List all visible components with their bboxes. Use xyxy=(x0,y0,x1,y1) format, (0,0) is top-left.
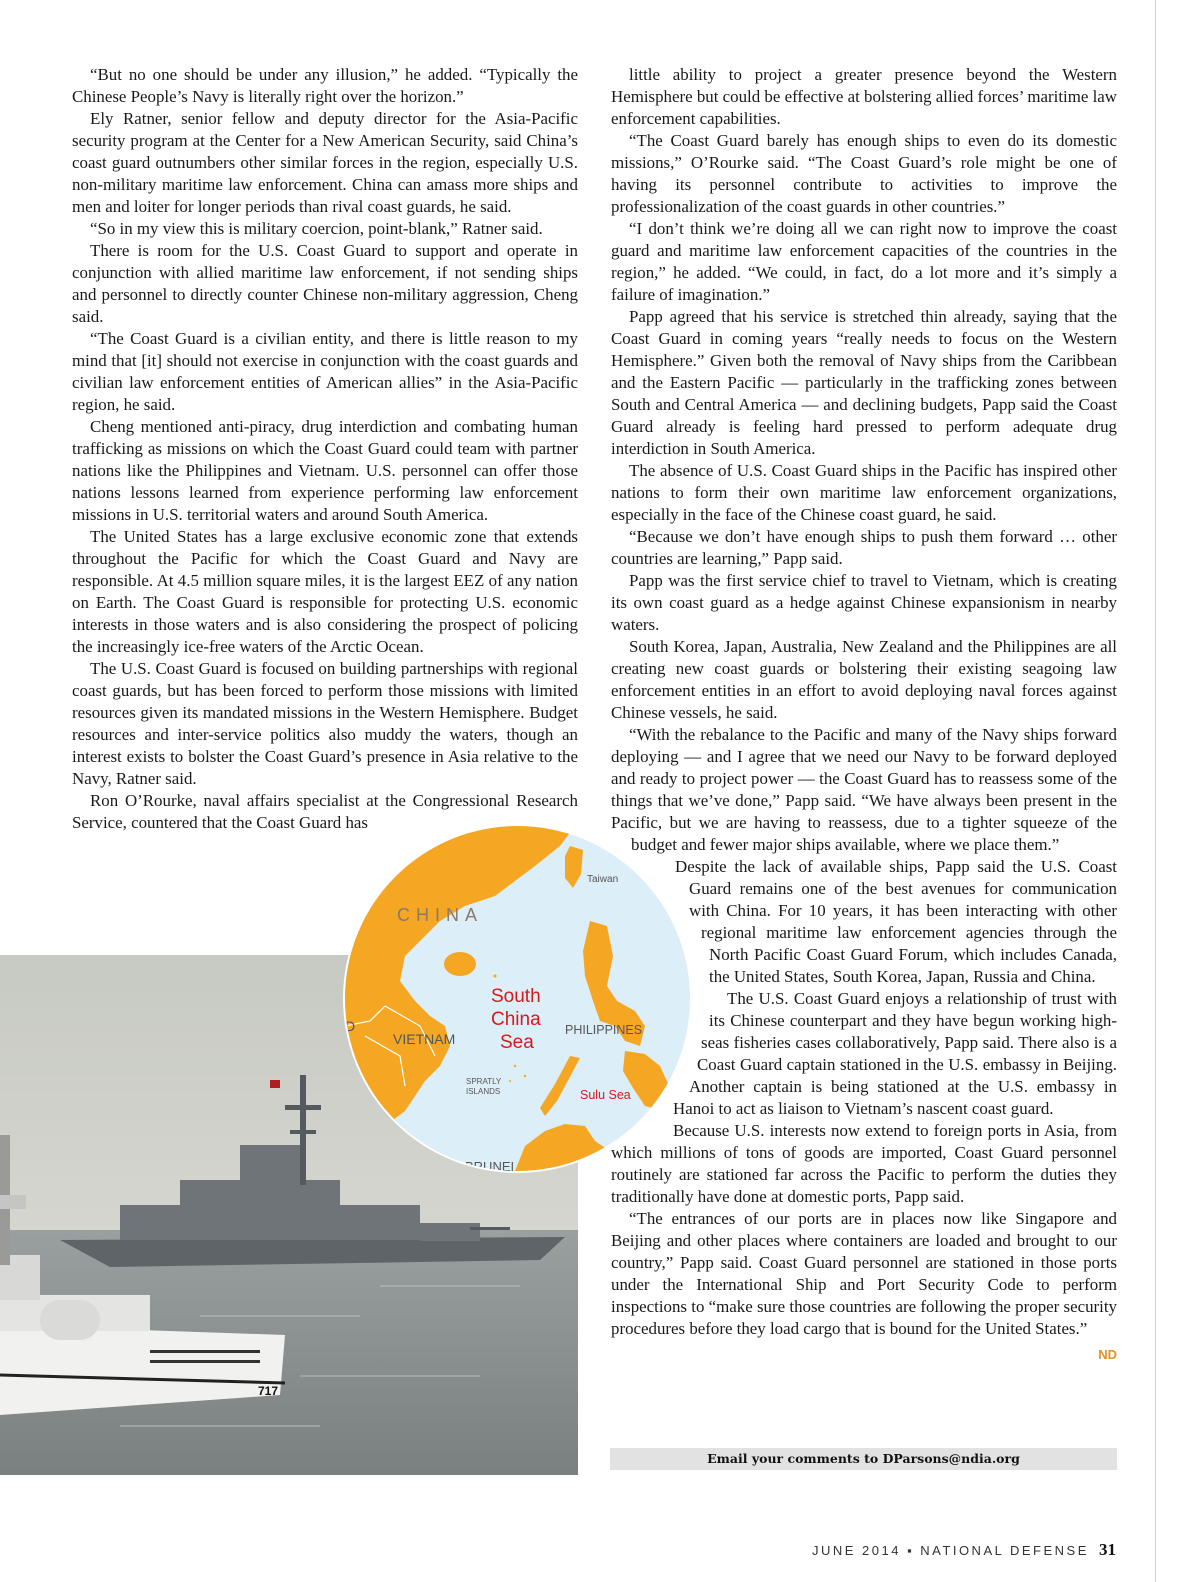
paragraph: “Because we don’t have enough ships to push them forward … other countries are learning,” Papp said. xyxy=(611,527,1117,568)
article-right-column xyxy=(611,64,1117,1366)
label-brunei: BRUNEI xyxy=(465,1159,515,1171)
paragraph: “The Coast Guard barely has enough ships to even do its domestic missions,” O’Rourke said. “The Coast Guard’s role might be one of having its personnel contribute to activities to improve the professionalization of the coast guards in other countries.” xyxy=(611,131,1117,216)
label-china-sea: China xyxy=(491,1009,541,1030)
map-graphic xyxy=(345,826,690,1171)
paragraph: “I don’t think we’re doing all we can right now to improve the coast guard and maritime law enforcement capacities of the countries in the region,” he added. “We could, in fact, do a lot more and it’s simply a failure of imagination.” xyxy=(611,219,1117,304)
label-china: CHINA xyxy=(397,905,484,925)
end-mark: ND xyxy=(1098,1347,1117,1362)
paragraph: Cheng mentioned anti-piracy, drug interdiction and combating human trafficking as missions on which the Coast Guard could team with partner nations like the Philippines and Vietnam. U.S. personnel can offer those nations lessons learned from experience performing law enforcement missions in U.S. territorial waters and around South America. xyxy=(72,417,578,524)
paragraph-text: “The entrances of our ports are in places now like Singapore and Beijing and other places where containers are loaded and brought to our country,” Papp said. Coast Guard personnel are stationed in those ports under the International Ship and Port Security Code to perform inspections to “make sure those countries are following the proper security procedures before they load cargo that is bound for the United States.” xyxy=(611,1209,1117,1338)
paragraph: Papp was the first service chief to travel to Vietnam, which is creating its own coast guard as a hedge against Chinese expansionism in nearby waters. xyxy=(611,571,1117,634)
label-south: South xyxy=(491,986,541,1007)
paragraph: The U.S. Coast Guard is focused on building partnerships with regional coast guards, but has been forced to perform those missions with limited resources given its mandated missions in the Western Hemisphere. Budget resources and inter-service politics also muddy the waters, though an interest exists to bolster the Coast Guard’s presence in Asia relative to the Navy, Ratner said. xyxy=(72,659,578,788)
paragraph: Ely Ratner, senior fellow and deputy director for the Asia-Pacific security program at the Center for a New American Security, said China’s coast guard outnumbers other similar forces in the region, especially U.S. non-military maritime law enforcement. China can amass more ships and men and loiter for longer periods than rival coast guards, he said. xyxy=(72,109,578,216)
label-vietnam: VIETNAM xyxy=(393,1031,456,1047)
paragraph xyxy=(611,1208,1117,1362)
label-sulu-sea: Sulu Sea xyxy=(580,1088,631,1102)
map-wrap-area xyxy=(611,834,631,856)
paragraph: Ron O’Rourke, naval affairs specialist at the Congressional Research Service, countered that the Coast Guard has xyxy=(72,791,578,832)
paragraph: “With the rebalance to the Pacific and many of the Navy ships forward deploying — and I agree that we need our Navy to be forward deployed and ready to project power — the Coast Guard has to reassess some of the things that we’ve done,” Papp said. “We have always been present in the Pacific, but we are having to reassess, due to a tighter squeeze of the budget and fewer major ships available, where we place them.” xyxy=(611,725,1117,854)
email-comments-bar xyxy=(610,1448,1117,1470)
paragraph: Despite the lack of available ships, Papp said the U.S. Coast Guard remains one of the best avenues for communication with China. For 10 years, it has been interacting with other regional maritime law enforcement agencies through the North Pacific Coast Guard Forum, which includes Canada, the United States, South Korea, Japan, Russia and China. xyxy=(675,857,1117,986)
paragraph: The absence of U.S. Coast Guard ships in the Pacific has inspired other nations to form their own maritime law enforcement organizations, especially in the face of the Chinese coast guard, he said. xyxy=(611,461,1117,524)
footer-separator: ▪ xyxy=(907,1543,915,1558)
page-footer xyxy=(812,1540,1116,1560)
paragraph: South Korea, Japan, Australia, New Zealand and the Philippines are all creating new coast guards or bolstering their existing seagoing law enforcement entities in an effort to avoid deploying naval forces against Chinese vessels, he said. xyxy=(611,637,1117,722)
page-number: 31 xyxy=(1099,1540,1116,1559)
paragraph: There is room for the U.S. Coast Guard to support and operate in conjunction with allied maritime law enforcement, if not sending ships and personnel to directly counter Chinese non-military aggression, Cheng said. xyxy=(72,241,578,326)
south-china-sea-map xyxy=(345,826,690,1171)
label-islands: ISLANDS xyxy=(466,1087,501,1096)
label-sea: Sea xyxy=(500,1032,534,1053)
label-partial: D xyxy=(345,1018,356,1034)
hull-number: 717 xyxy=(258,1384,279,1398)
page-edge-line xyxy=(1155,0,1156,1582)
label-taiwan: Taiwan xyxy=(587,874,619,885)
paragraph: “So in my view this is military coercion, point-blank,” Ratner said. xyxy=(90,219,543,238)
label-philippines: PHILIPPINES xyxy=(565,1023,643,1037)
paragraph: “But no one should be under any illusion,” he added. “Typically the Chinese People’s Navy is literally right over the horizon.” xyxy=(72,65,578,106)
paragraph: “The Coast Guard is a civilian entity, and there is little reason to my mind that [it] should not exercise in conjunction with the coast guards and civilian law enforcement entities of American allies” in the Asia-Pacific region, he said. xyxy=(72,329,578,414)
paragraph: Papp agreed that his service is stretched thin already, saying that the Coast Guard in coming years “really needs to focus on the Western Hemisphere.” Given both the removal of Navy ships from the Caribbean and the Eastern Pacific — particularly in the trafficking zones between South and Central America — and declining budgets, Papp said the Coast Guard already is feeling hard pressed to perform adequate drug interdiction in South America. xyxy=(611,307,1117,458)
footer-issue: JUNE 2014 xyxy=(811,1543,901,1558)
email-address[interactable]: DParsons@ndia.org xyxy=(882,1451,1020,1466)
paragraph: Because U.S. interests now extend to foreign ports in Asia, from which millions of tons of goods are imported, Coast Guard personnel routinely are stationed far across the Pacific to perform the duties they traditionally have done at domestic ports, Papp said. xyxy=(611,1121,1117,1206)
paragraph: The United States has a large exclusive economic zone that extends throughout the Pacific for which the Coast Guard and Navy are responsible. At 4.5 million square miles, it is the largest EEZ of any nation on Earth. The Coast Guard is responsible for protecting U.S. economic interests in those waters and is also considering the prospect of policing the increasingly ice-free waters of the Arctic Ocean. xyxy=(72,527,578,656)
footer-magazine: NATIONAL DEFENSE xyxy=(920,1543,1089,1558)
paragraph: little ability to project a greater presence beyond the Western Hemisphere but could be effective at bolstering allied forces’ maritime law enforcement capabilities. xyxy=(611,65,1117,128)
label-spratly: SPRATLY xyxy=(466,1077,502,1086)
email-prefix: Email your comments to xyxy=(707,1451,883,1466)
paragraph: The U.S. Coast Guard enjoys a relationship of trust with its Chinese counterpart and they have begun working high-seas fisheries cases collaboratively, Papp said. There also is a Coast Guard captain stationed in the U.S. embassy in Beijing. Another captain is being stationed at the U.S. embassy in Hanoi to act as liaison to Vietnam’s nascent coast guard. xyxy=(673,989,1117,1118)
